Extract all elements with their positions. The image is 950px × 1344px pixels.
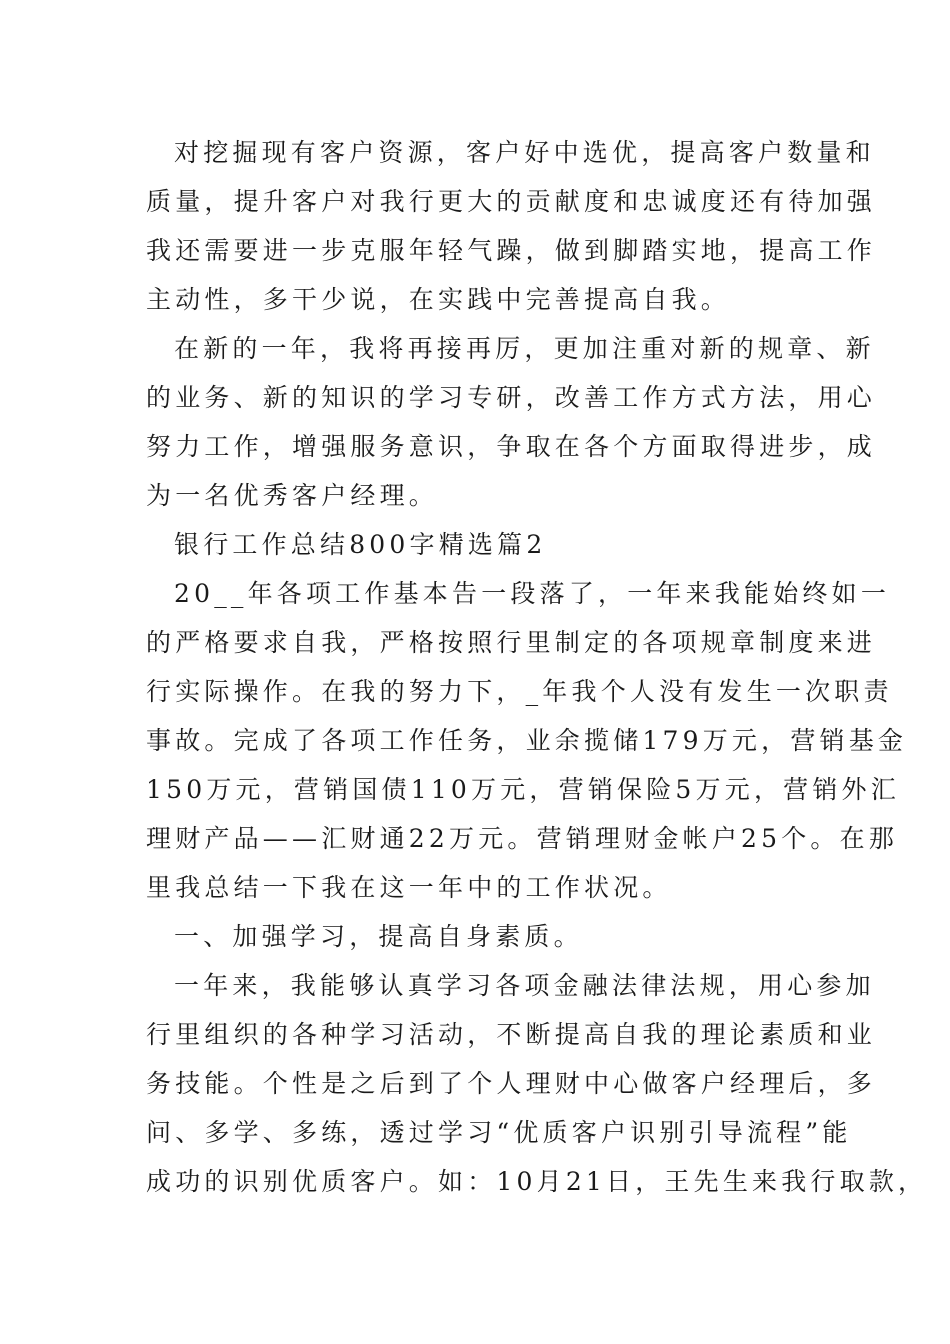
paragraph-line: 主动性，多干少说，在实践中完善提高自我。 — [146, 285, 731, 314]
paragraph-line: 我还需要进一步克服年轻气躁，做到脚踏实地，提高工作 — [146, 236, 877, 265]
document-body — [146, 128, 928, 1206]
paragraph-line: 一年来，我能够认真学习各项金融法律法规，用心参加 — [174, 971, 875, 1000]
paragraph-line: 问、多学、多练，透过学习“优质客户识别引导流程”能 — [146, 1118, 852, 1147]
subsection-heading: 一、加强学习，提高自身素质。 — [174, 922, 583, 951]
paragraph-line: 里我总结一下我在这一年中的工作状况。 — [146, 873, 672, 902]
paragraph-line: 为一名优秀客户经理。 — [146, 481, 439, 510]
paragraph-line: 的业务、新的知识的学习专研，改善工作方式方法，用心 — [146, 383, 877, 412]
paragraph-line: 行实际操作。在我的努力下，_年我个人没有发生一次职责 — [146, 677, 893, 706]
paragraph-line: 努力工作，增强服务意识，争取在各个方面取得进步，成 — [146, 432, 877, 461]
paragraph-line: 对挖掘现有客户资源，客户好中选优，提高客户数量和 — [174, 138, 875, 167]
paragraph-line: 20__年各项工作基本告一段落了，一年来我能始终如一 — [174, 579, 891, 608]
paragraph-line: 成功的识别优质客户。如：10月21日，王先生来我行取款， — [146, 1167, 928, 1196]
paragraph-line: 理财产品——汇财通22万元。营销理财金帐户25个。在那 — [146, 824, 899, 853]
section-heading: 银行工作总结800字精选篇2 — [174, 530, 547, 559]
paragraph-line: 150万元，营销国债110万元，营销保险5万元，营销外汇 — [146, 775, 900, 804]
paragraph-line: 质量，提升客户对我行更大的贡献度和忠诚度还有待加强 — [146, 187, 877, 216]
paragraph-line: 行里组织的各种学习活动，不断提高自我的理论素质和业 — [146, 1020, 877, 1049]
paragraph-line: 在新的一年，我将再接再厉，更加注重对新的规章、新 — [174, 334, 875, 363]
paragraph-line: 事故。完成了各项工作任务，业余揽储179万元，营销基金 — [146, 726, 908, 755]
paragraph-line: 的严格要求自我，严格按照行里制定的各项规章制度来进 — [146, 628, 877, 657]
paragraph-line: 务技能。个性是之后到了个人理财中心做客户经理后，多 — [146, 1069, 877, 1098]
